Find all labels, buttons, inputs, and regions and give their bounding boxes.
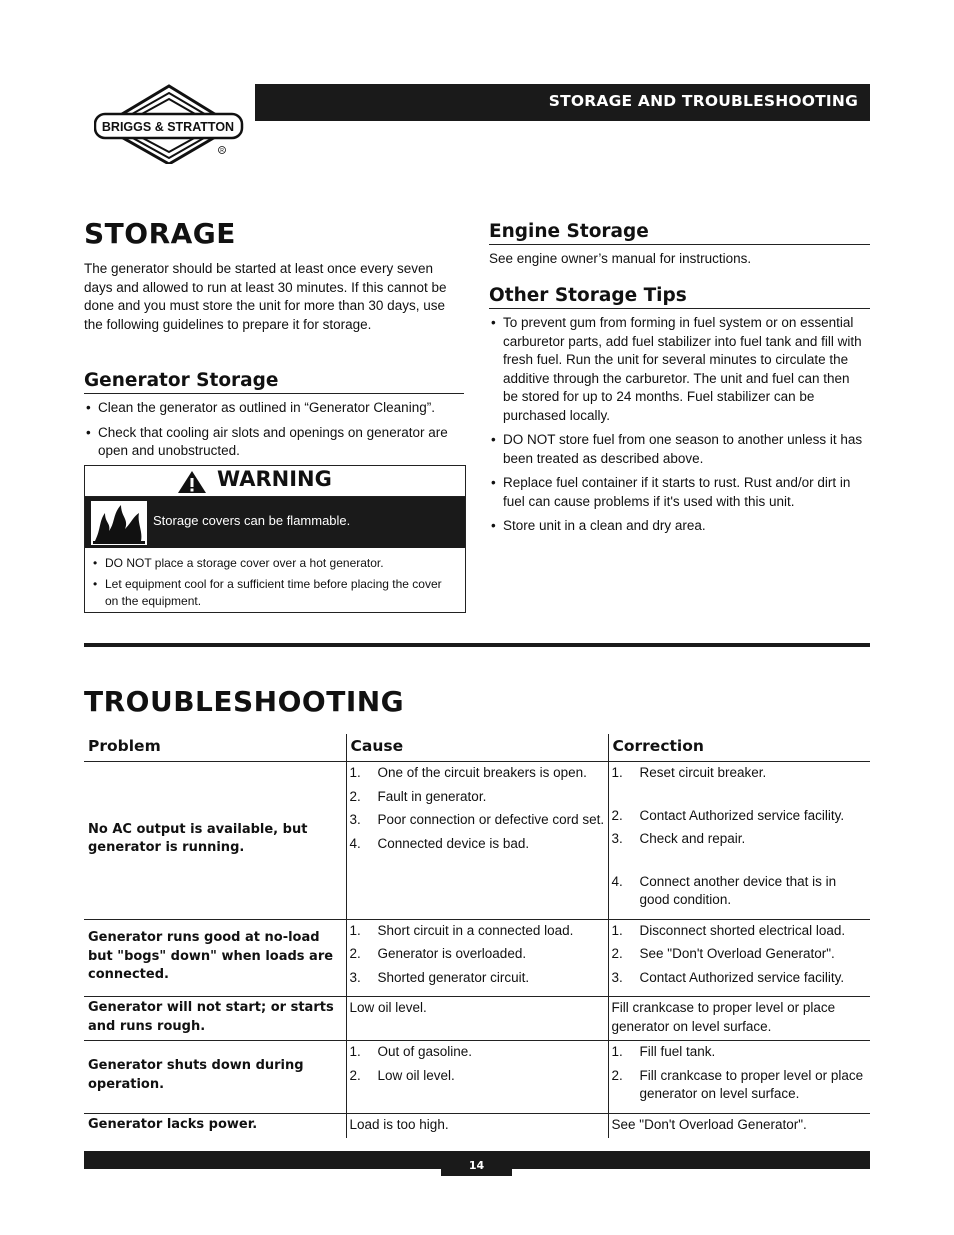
correction-cell: Fill crankcase to proper level or place generator on level surface. — [608, 997, 870, 1041]
svg-text:R: R — [220, 148, 224, 154]
svg-text:BRIGGS & STRATTON: BRIGGS & STRATTON — [101, 120, 235, 134]
list-item: • Let equipment cool for a sufficient time before placing the cover on the equipment. — [91, 576, 457, 611]
problem-cell: No AC output is available, but generator is running. — [84, 762, 346, 920]
cause-cell — [346, 762, 608, 920]
problem-cell: Generator runs good at no-load but "bogs" down" when loads are connected. — [84, 919, 346, 997]
list-item: • To prevent gum from forming in fuel system or on essential carburetor parts, add fuel stabilizer into fuel tank and fill with fresh fuel. Run the unit for several minutes to circulate the additive through the carburetor. The unit and fuel can then be stored for up to 24 months. Fuel stabilizer can be purchased locally. — [489, 314, 867, 425]
warning-list — [91, 555, 457, 614]
list-item: 2. Low oil level. — [349, 1067, 455, 1083]
table-row — [84, 1041, 870, 1114]
page-number: 14 — [468, 1159, 485, 1172]
engine-storage-heading: Engine Storage — [489, 221, 870, 245]
table-row — [84, 919, 870, 997]
list-item: 2. Contact Authorized service facility. — [611, 807, 845, 823]
list-item: 1. Fill fuel tank. — [611, 1044, 716, 1059]
problem-cell: Generator lacks power. — [88, 1116, 258, 1132]
fire-hazard-icon — [91, 501, 147, 545]
table-header-row — [84, 734, 870, 762]
briggs-stratton-logo — [94, 84, 244, 164]
cause-cell — [346, 919, 608, 997]
troubleshooting-title: TROUBLESHOOTING — [84, 685, 405, 718]
correction-cell: See "Don't Overload Generator". — [608, 1113, 870, 1138]
table-row — [84, 997, 870, 1041]
warning-header — [85, 466, 465, 497]
list-item: 1. Out of gasoline. — [349, 1044, 473, 1059]
section-title: STORAGE AND TROUBLESHOOTING — [548, 92, 858, 110]
table-row — [84, 762, 870, 920]
list-item: 3. Check and repair. — [611, 831, 746, 846]
header-bar — [255, 84, 870, 121]
column-header-correction: Correction — [608, 734, 870, 762]
warning-triangle-icon — [177, 470, 207, 494]
generator-storage-list — [84, 399, 462, 467]
list-item: • Store unit in a clean and dry area. — [489, 517, 867, 536]
generator-storage-heading: Generator Storage — [84, 370, 464, 394]
table-row — [84, 1113, 870, 1138]
list-item: 3. Contact Authorized service facility. — [611, 969, 845, 985]
cause-cell: Low oil level. — [346, 997, 608, 1041]
list-item: 2. Fill crankcase to proper level or place generator on level surface. — [611, 1067, 864, 1101]
warning-message: Storage covers can be flammable. — [153, 513, 351, 528]
list-item: 2. Fault in generator. — [349, 788, 487, 804]
list-item: • DO NOT store fuel from one season to another unless it has been treated as described above. — [489, 431, 867, 468]
page-number-box — [441, 1151, 512, 1176]
troubleshooting-table — [84, 734, 870, 1138]
list-item: 4. Connect another device that is in good condition. — [611, 873, 837, 907]
other-tips-heading: Other Storage Tips — [489, 285, 870, 309]
list-item: • Clean the generator as outlined in “Generator Cleaning”. — [84, 399, 462, 418]
correction-cell — [608, 919, 870, 997]
list-item: 1. Short circuit in a connected load. — [349, 922, 574, 938]
list-item: 2. Generator is overloaded. — [349, 946, 527, 961]
list-item: • DO NOT place a storage cover over a hot generator. — [91, 555, 457, 573]
problem-cell: Generator shuts down during operation. — [84, 1041, 346, 1114]
storage-title: STORAGE — [84, 217, 236, 250]
list-item: 1. Disconnect shorted electrical load. — [611, 922, 846, 938]
storage-intro: The generator should be started at least once every seven days and allowed to run at least 30 minutes. If this cannot be done and you must store the unit for more than 30 days, use the following guidelines to prepare it for storage. — [84, 261, 447, 333]
warning-box — [84, 465, 466, 613]
cause-cell: Load is too high. — [346, 1113, 608, 1138]
warning-hazard-band — [85, 497, 465, 548]
problem-cell: Generator will not start; or starts and runs rough. — [84, 997, 346, 1041]
engine-storage-text: See engine owner’s manual for instructions. — [489, 251, 752, 266]
list-item: 3. Shorted generator circuit. — [349, 969, 530, 985]
list-item: 3. Poor connection or defective cord set. — [349, 812, 605, 827]
list-item: 2. See "Don't Overload Generator". — [611, 946, 835, 961]
warning-label: WARNING — [217, 467, 332, 491]
column-header-problem: Problem — [84, 734, 346, 762]
column-header-cause: Cause — [346, 734, 608, 762]
list-item: 4. Connected device is bad. — [349, 835, 530, 851]
correction-cell — [608, 762, 870, 920]
list-item: 1. Reset circuit breaker. — [611, 765, 767, 780]
list-item: • Replace fuel container if it starts to rust. Rust and/or dirt in fuel can cause problems if it's used with this unit. — [489, 474, 867, 511]
other-tips-list — [489, 314, 867, 542]
section-divider — [84, 643, 870, 647]
cause-cell — [346, 1041, 608, 1114]
list-item: 1. One of the circuit breakers is open. — [349, 765, 587, 780]
list-item: • Check that cooling air slots and openings on generator are open and unobstructed. — [84, 424, 462, 461]
correction-cell — [608, 1041, 870, 1114]
